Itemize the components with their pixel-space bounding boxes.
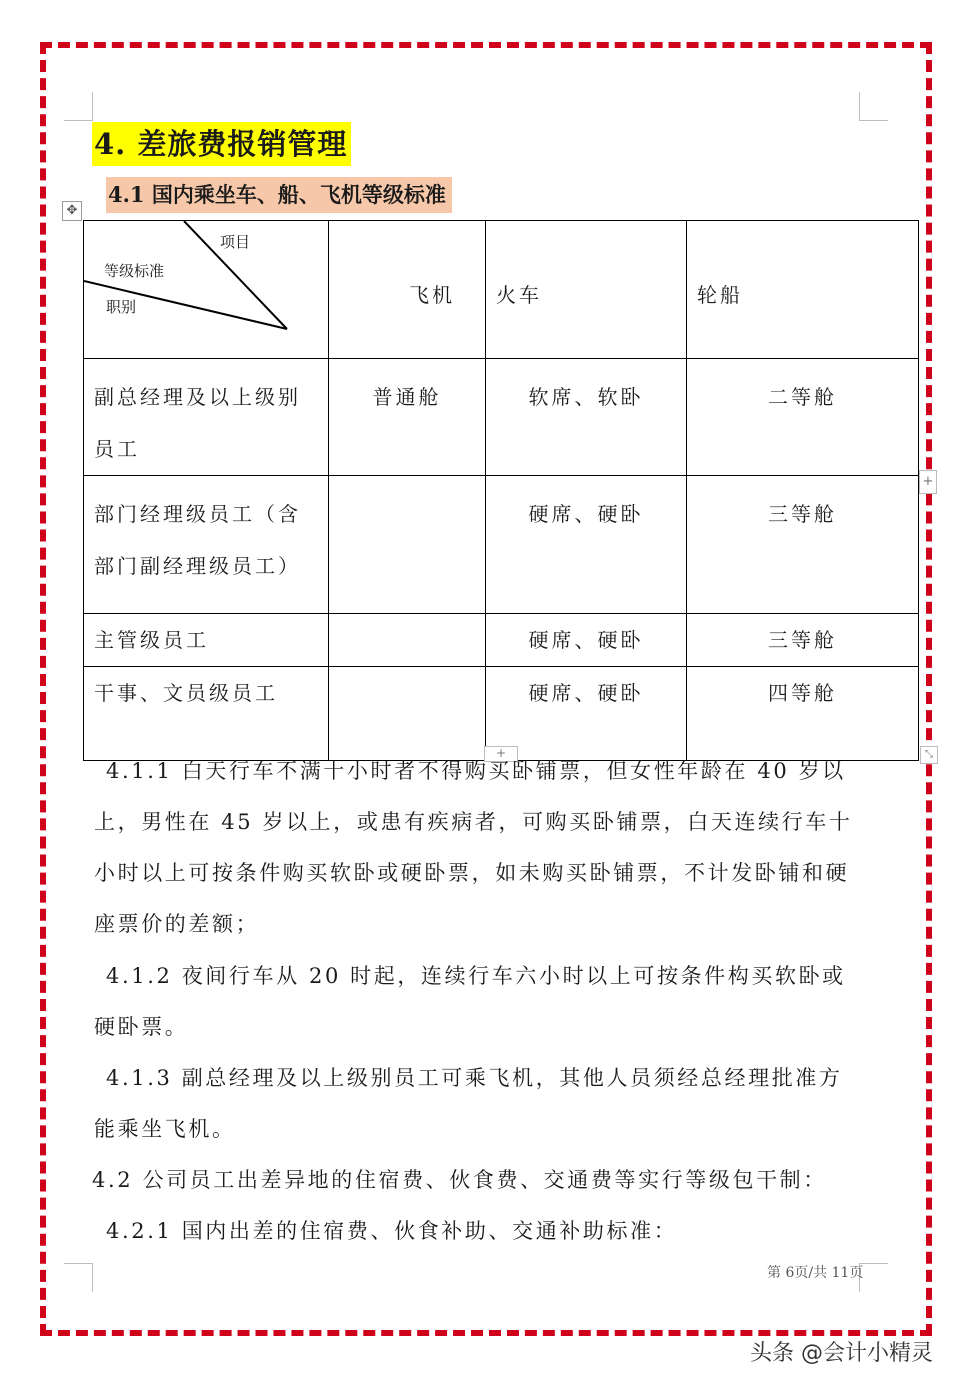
rank-cell: 主管级员工 (84, 614, 329, 667)
column-header-train: 火车 (486, 221, 687, 359)
rank-cell: 部门经理级员工（含部门副经理级员工） (84, 476, 329, 614)
table-row (84, 476, 919, 614)
table-add-column-icon[interactable]: + (919, 470, 937, 494)
train-cell: 硬席、硬卧 (486, 614, 687, 667)
diagonal-header-cell (84, 221, 329, 359)
table-add-row-icon[interactable]: + (484, 746, 518, 762)
train-cell: 硬席、硬卧 (486, 667, 687, 761)
margin-mark-top-left (64, 92, 93, 121)
paragraph-4-1-3: 4.1.3 副总经理及以上级别员工可乘飞机，其他人员须经总经理批准方能乘坐飞机。 (94, 1066, 843, 1141)
rank-cell: 干事、文员级员工 (84, 667, 329, 761)
table-row (84, 359, 919, 476)
page-number-footer: 第 6页/共 11页 (767, 1265, 864, 1281)
table-resize-handle-icon[interactable]: ⤡ (920, 746, 938, 764)
paragraph-4-2: 4.2 公司员工出差异地的住宿费、伙食费、交通费等实行等级包干制： (92, 1168, 827, 1192)
table-move-handle-icon[interactable]: ✥ (62, 201, 82, 221)
train-cell: 软席、软卧 (486, 359, 687, 476)
plane-cell (329, 614, 486, 667)
column-header-ship: 轮船 (687, 221, 919, 359)
diagonal-label-rank: 职别 (106, 298, 137, 316)
ship-cell: 四等舱 (687, 667, 919, 761)
plane-cell (329, 476, 486, 614)
travel-grade-table (83, 220, 919, 761)
section-heading: 4. 差旅费报销管理 (92, 122, 351, 166)
plane-cell: 普通舱 (329, 359, 486, 476)
table-header-row (84, 221, 919, 359)
margin-mark-top-right (859, 92, 888, 121)
subsection-heading: 4.1 国内乘坐车、船、飞机等级标准 (106, 177, 452, 213)
source-watermark: 头条 @会计小精灵 (750, 1341, 933, 1366)
column-header-plane: 飞机 (329, 221, 486, 359)
rank-cell: 副总经理及以上级别员工 (84, 359, 329, 476)
table-row (84, 614, 919, 667)
ship-cell: 三等舱 (687, 614, 919, 667)
margin-mark-bottom-left (64, 1263, 93, 1292)
ship-cell: 三等舱 (687, 476, 919, 614)
diagonal-lines-icon (84, 221, 329, 359)
train-cell: 硬席、硬卧 (486, 476, 687, 614)
ship-cell: 二等舱 (687, 359, 919, 476)
diagonal-label-item: 项目 (220, 233, 251, 251)
diagonal-label-standard: 等级标准 (104, 262, 165, 280)
paragraph-4-1-2: 4.1.2 夜间行车从 20 时起，连续行车六小时以上可按条件构买软卧或硬卧票。 (94, 964, 846, 1039)
margin-mark-bottom-right (859, 1263, 888, 1292)
paragraph-4-2-1: 4.2.1 国内出差的住宿费、伙食补助、交通补助标准： (106, 1219, 678, 1243)
paragraph-4-1-1: 4.1.1 白天行车不满十小时者不得购买卧铺票，但女性年龄在 40 岁以上，男性在 45 岁以上，或患有疾病者，可购买卧铺票，白天连续行车十小时以上可按条件购买软卧或硬卧票，如未购买卧铺票，不计发卧铺和硬座票价的差额； (94, 759, 853, 936)
